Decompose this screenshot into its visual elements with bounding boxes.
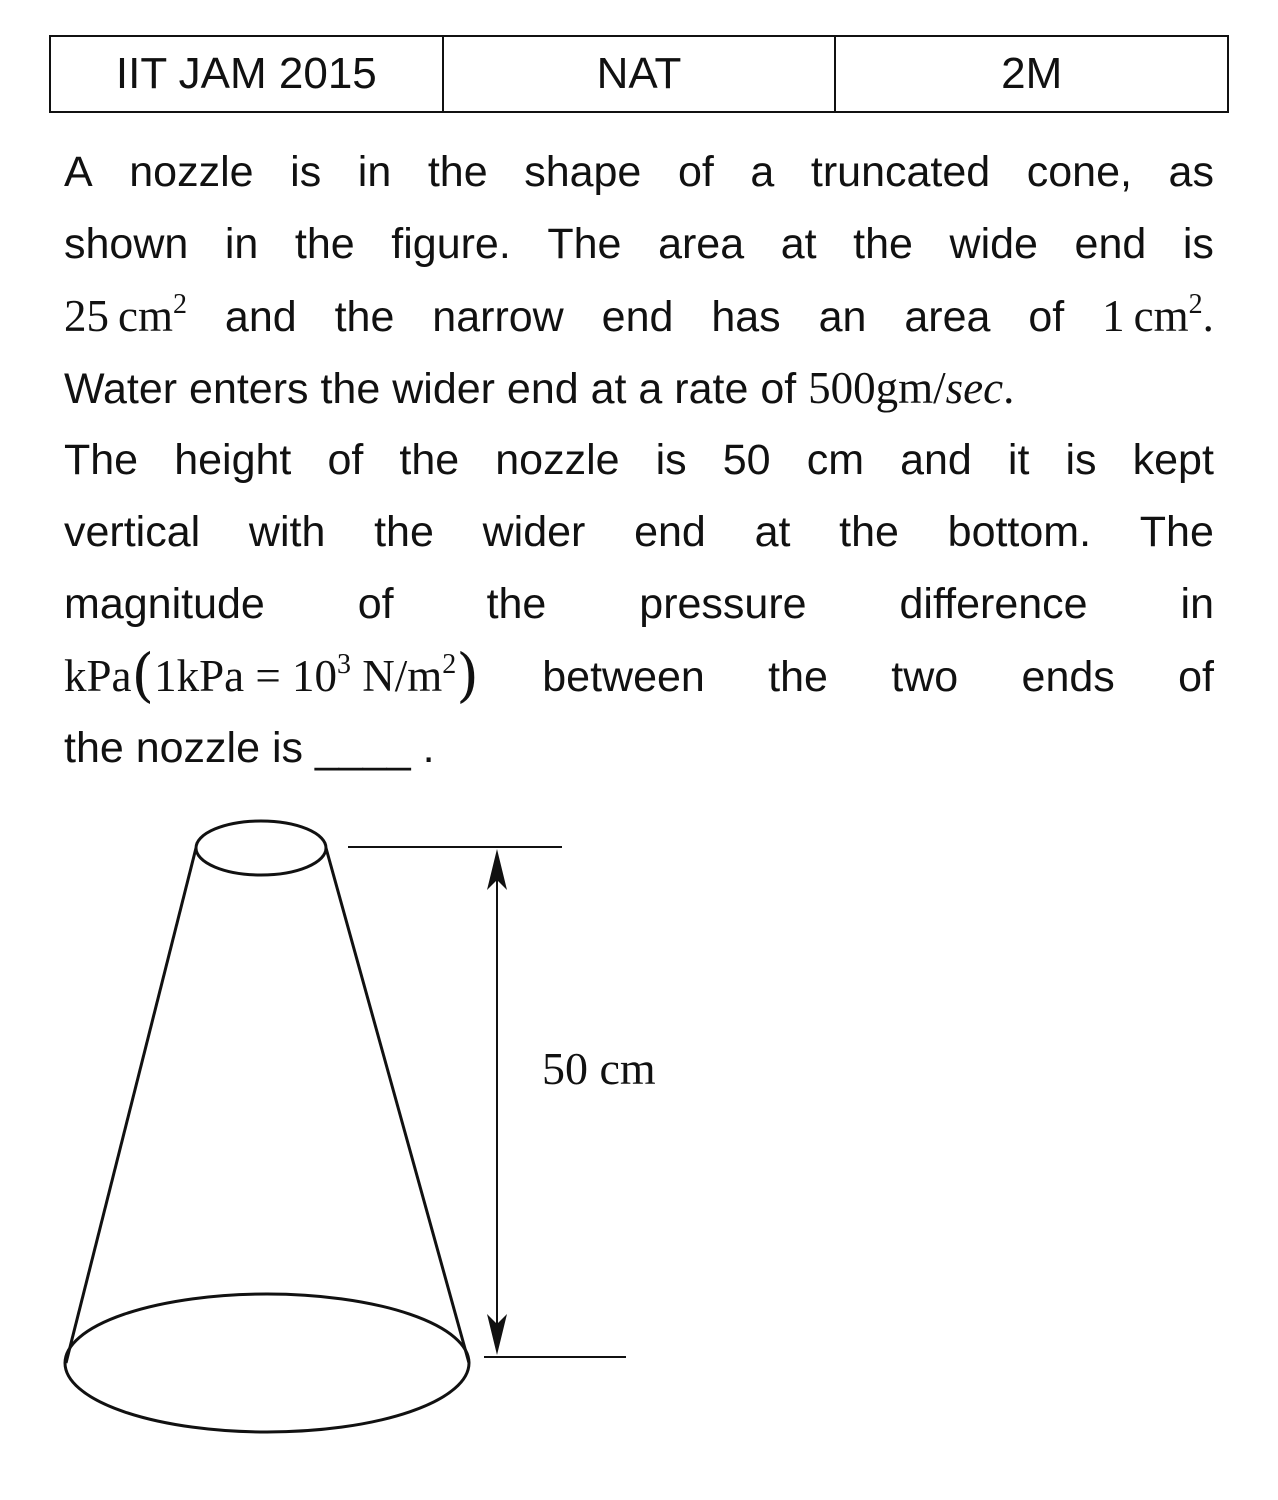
word: at xyxy=(780,220,817,268)
word: and xyxy=(224,293,297,341)
word: the xyxy=(427,148,488,196)
word: in xyxy=(224,220,259,268)
word: is xyxy=(1182,220,1214,268)
question-line-2 xyxy=(64,208,1214,280)
word: 50 xyxy=(722,436,771,484)
question-marks: 2M xyxy=(835,36,1228,112)
word: in xyxy=(357,148,392,196)
word: between xyxy=(542,653,705,701)
question-line-4 xyxy=(64,352,1214,424)
sentence: Water enters the wider end at a rate of xyxy=(64,365,809,413)
conversion-unit: N/m xyxy=(351,651,443,701)
question-line-3 xyxy=(64,280,1214,352)
word: of xyxy=(327,436,364,484)
word: nozzle xyxy=(129,148,254,196)
word: shape xyxy=(524,148,642,196)
nozzle-bottom-opening xyxy=(65,1294,469,1432)
word: truncated xyxy=(810,148,991,196)
narrow-area-value xyxy=(1102,280,1214,352)
word: area xyxy=(658,220,745,268)
unit-conversion xyxy=(64,640,479,712)
exponent: 2 xyxy=(173,289,187,320)
word: shown xyxy=(64,220,189,268)
question-line-9 xyxy=(64,712,1214,784)
question-line-1 xyxy=(64,136,1214,208)
question-text xyxy=(64,136,1214,784)
unit: kPa xyxy=(64,651,132,701)
question-type: NAT xyxy=(443,36,836,112)
close-paren: ) xyxy=(456,641,479,709)
word: the xyxy=(399,436,460,484)
word: has xyxy=(711,293,781,341)
word: cm xyxy=(806,436,865,484)
nozzle-figure xyxy=(0,800,1278,1500)
height-label: 50 cm xyxy=(542,1043,656,1094)
question-line-6 xyxy=(64,496,1214,568)
word: in xyxy=(1180,580,1214,628)
word: ends xyxy=(1021,653,1115,701)
wide-area-value xyxy=(64,280,187,352)
open-paren: ( xyxy=(131,641,155,709)
nozzle-left-side xyxy=(66,848,196,1363)
word: of xyxy=(677,148,714,196)
word: The xyxy=(1139,508,1214,556)
word: of xyxy=(1178,653,1214,701)
word: the xyxy=(334,293,395,341)
word: vertical xyxy=(64,508,201,556)
word: wider xyxy=(482,508,586,556)
conversion-left: 1kPa = 10 xyxy=(154,651,338,701)
flow-rate xyxy=(808,363,1014,413)
time-unit: sec xyxy=(945,363,1004,413)
word: with xyxy=(248,508,326,556)
word: area xyxy=(904,293,991,341)
exponent: 3 xyxy=(337,649,352,680)
word: end xyxy=(601,293,674,341)
word: an xyxy=(818,293,867,341)
word: the xyxy=(768,653,828,701)
word: bottom. xyxy=(947,508,1092,556)
word: wide xyxy=(949,220,1038,268)
word: end xyxy=(1074,220,1147,268)
answer-blank: ____ xyxy=(314,724,411,772)
sentence: the nozzle is xyxy=(64,724,315,772)
meta-row xyxy=(50,36,1228,112)
word: kept xyxy=(1132,436,1214,484)
word: A xyxy=(64,148,93,196)
word: is xyxy=(655,436,687,484)
punctuation: . xyxy=(410,724,435,772)
word: the xyxy=(839,508,899,556)
word: The xyxy=(547,220,622,268)
rate-value: 500gm/ xyxy=(808,363,946,413)
nozzle-top-opening xyxy=(196,821,326,875)
unit: cm xyxy=(118,291,173,341)
word: The xyxy=(64,436,139,484)
word: of xyxy=(357,580,394,628)
word: the xyxy=(294,220,355,268)
question-line-7 xyxy=(64,568,1214,640)
nozzle-right-side xyxy=(326,848,469,1363)
word: two xyxy=(891,653,959,701)
question-meta-table xyxy=(49,35,1229,113)
word: is xyxy=(290,148,322,196)
unit: cm xyxy=(1133,291,1189,341)
word: it xyxy=(1007,436,1030,484)
word: as xyxy=(1168,148,1214,196)
word: difference xyxy=(899,580,1088,628)
exam-name: IIT JAM 2015 xyxy=(50,36,443,112)
word: nozzle xyxy=(495,436,620,484)
word: the xyxy=(374,508,434,556)
exponent: 2 xyxy=(442,649,457,680)
word: the xyxy=(486,580,547,628)
word: figure. xyxy=(391,220,511,268)
word: the xyxy=(853,220,913,268)
question-line-8 xyxy=(64,640,1214,712)
word: end xyxy=(634,508,706,556)
number: 25 xyxy=(64,291,109,341)
word: is xyxy=(1065,436,1097,484)
exponent: 2 xyxy=(1188,289,1203,320)
word: magnitude xyxy=(64,580,265,628)
punctuation: . xyxy=(1003,363,1015,413)
word: pressure xyxy=(639,580,807,628)
question-line-5 xyxy=(64,424,1214,496)
word: narrow xyxy=(432,293,564,341)
word: at xyxy=(754,508,791,556)
number: 1 xyxy=(1102,291,1125,341)
word: height xyxy=(174,436,292,484)
word: and xyxy=(900,436,972,484)
punctuation: . xyxy=(1202,291,1214,341)
word: a xyxy=(750,148,775,196)
word: cone, xyxy=(1026,148,1132,196)
word: of xyxy=(1028,293,1065,341)
